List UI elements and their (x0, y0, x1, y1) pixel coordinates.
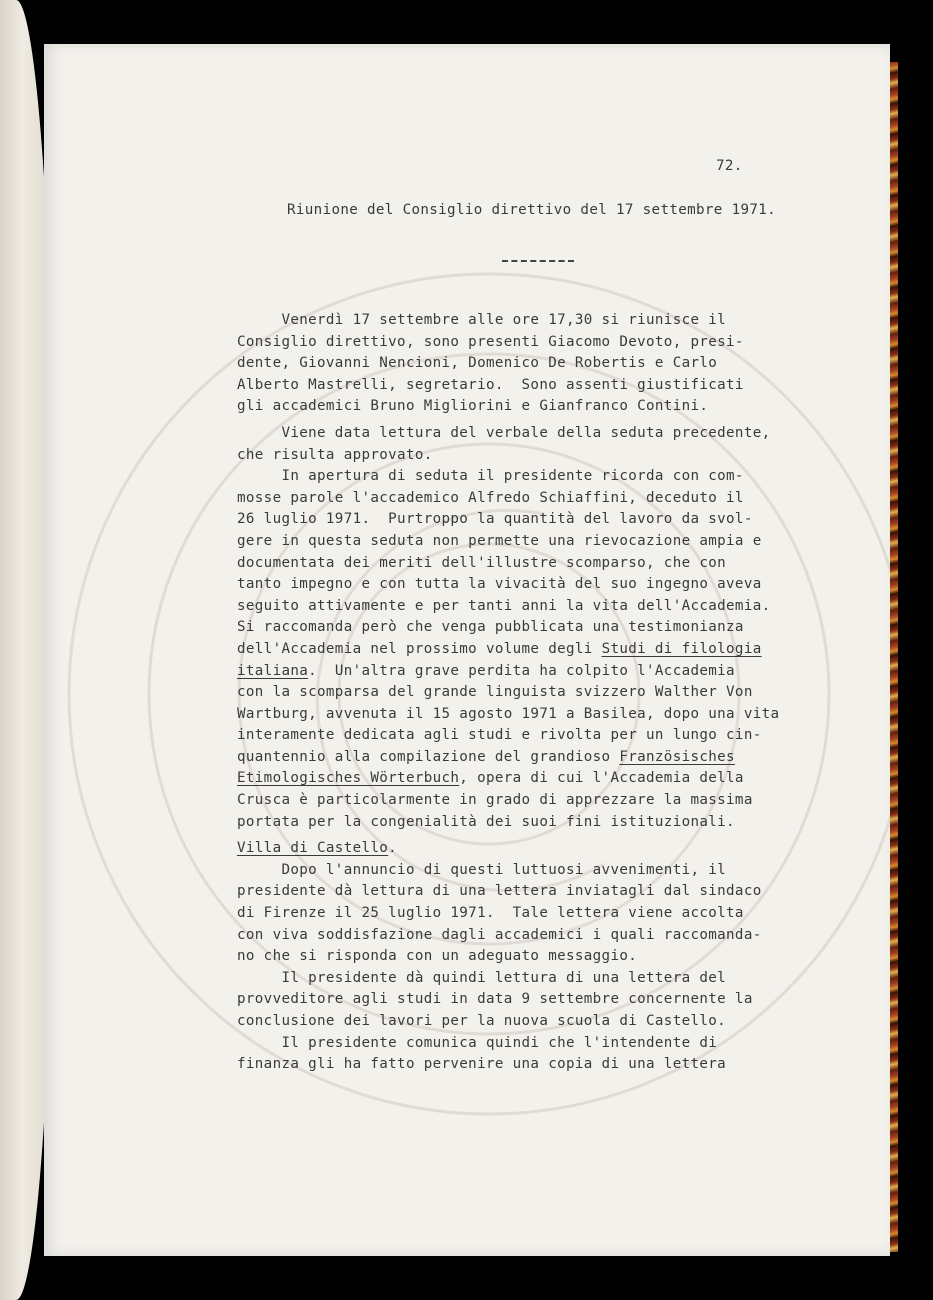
text-line: che risulta approvato. (237, 446, 433, 463)
text-line: Venerdì 17 settembre alle ore 17,30 si riunisce il (237, 312, 727, 328)
page-number: 72. (716, 158, 743, 174)
text-line: tanto impegno e con tutta la vivacità del suo ingegno aveva (237, 576, 762, 593)
text-line: Wartburg, avvenuta il 15 agosto 1971 a Basilea, dopo una vita (237, 705, 780, 722)
text-line: portata per la congenialità dei suoi fini istituzionali. (237, 813, 735, 830)
text-line: provveditore agli studi in data 9 settembre concernente la (237, 991, 753, 1008)
text-run: . Un'altra grave perdita ha colpito l'Accademia (308, 662, 735, 679)
text-line: con la scomparsa del grande linguista svizzero Walther Von (237, 684, 753, 701)
text-run: quantennio alla compilazione del grandioso (237, 748, 620, 765)
section-title-underlined: Villa di Castello (237, 840, 389, 857)
text-line: documentata dei meriti dell'illustre scomparso, che con (237, 554, 727, 571)
text-line: Consiglio direttivo, sono presenti Giacomo Devoto, presi- (237, 333, 744, 350)
section-title (237, 838, 779, 860)
text-line: di Firenze il 25 luglio 1971. Tale lettera viene accolta (237, 905, 744, 922)
text-run: . (388, 840, 398, 857)
text-line: Alberto Mastrelli, segretario. Sono assenti giustificati (237, 376, 744, 393)
text-line: con viva soddisfazione dagli accademici i quali raccomanda- (237, 926, 762, 943)
text-run: , opera di cui l'Accademia della (459, 770, 744, 787)
heading-separator (502, 260, 574, 262)
work-title-underlined: Französisches (619, 748, 735, 765)
text-line (237, 661, 779, 683)
text-line: Il presidente comunica quindi che l'intendente di (237, 1034, 718, 1051)
journal-title-underlined: italiana (237, 662, 309, 679)
text-line: no che si risponda con un adeguato messaggio. (237, 948, 638, 965)
text-line: interamente dedicata agli studi e rivolta per un lungo cin- (237, 727, 762, 744)
text-line: Crusca è particolarmente in grado di apprezzare la massima (237, 792, 753, 809)
text-line: Dopo l'annuncio di questi luttuosi avvenimenti, il (237, 861, 727, 878)
text-line: seguito attivamente e per tanti anni la vita dell'Accademia. (237, 597, 771, 614)
text-line: conclusione dei lavori per la nuova scuola di Castello. (237, 1013, 727, 1029)
text-line: dente, Giovanni Nencioni, Domenico De Robertis e Carlo (237, 355, 718, 372)
document-page (44, 44, 890, 1256)
text-line: In apertura di seduta il presidente ricorda con com- (237, 468, 744, 485)
body-text (237, 310, 779, 1076)
work-title-underlined: Etimologisches Wörterbuch (237, 770, 460, 787)
text-line (237, 639, 779, 661)
text-line: 26 luglio 1971. Purtroppo la quantità del lavoro da svol- (237, 511, 753, 528)
journal-title-underlined: Studi di filologia (601, 640, 762, 657)
text-line (237, 747, 779, 769)
text-line (237, 768, 779, 790)
text-line: Si raccomanda però che venga pubblicata una testimonianza (237, 619, 744, 636)
text-line: presidente dà lettura di una lettera inviatagli dal sindaco (237, 883, 762, 900)
text-line: gli accademici Bruno Migliorini e Gianfranco Contini. (237, 398, 709, 415)
text-line: Il presidente dà quindi lettura di una lettera del (237, 969, 727, 986)
meeting-heading: Riunione del Consiglio direttivo del 17 settembre 1971. (287, 202, 777, 218)
text-line: gere in questa seduta non permette una rievocazione ampia e (237, 532, 762, 549)
text-run: dell'Accademia nel prossimo volume degli (237, 640, 602, 657)
text-line: mosse parole l'accademico Alfredo Schiaffini, deceduto il (237, 489, 744, 506)
text-line: finanza gli ha fatto pervenire una copia di una lettera (237, 1056, 727, 1073)
text-line: Viene data lettura del verbale della seduta precedente, (237, 424, 771, 441)
